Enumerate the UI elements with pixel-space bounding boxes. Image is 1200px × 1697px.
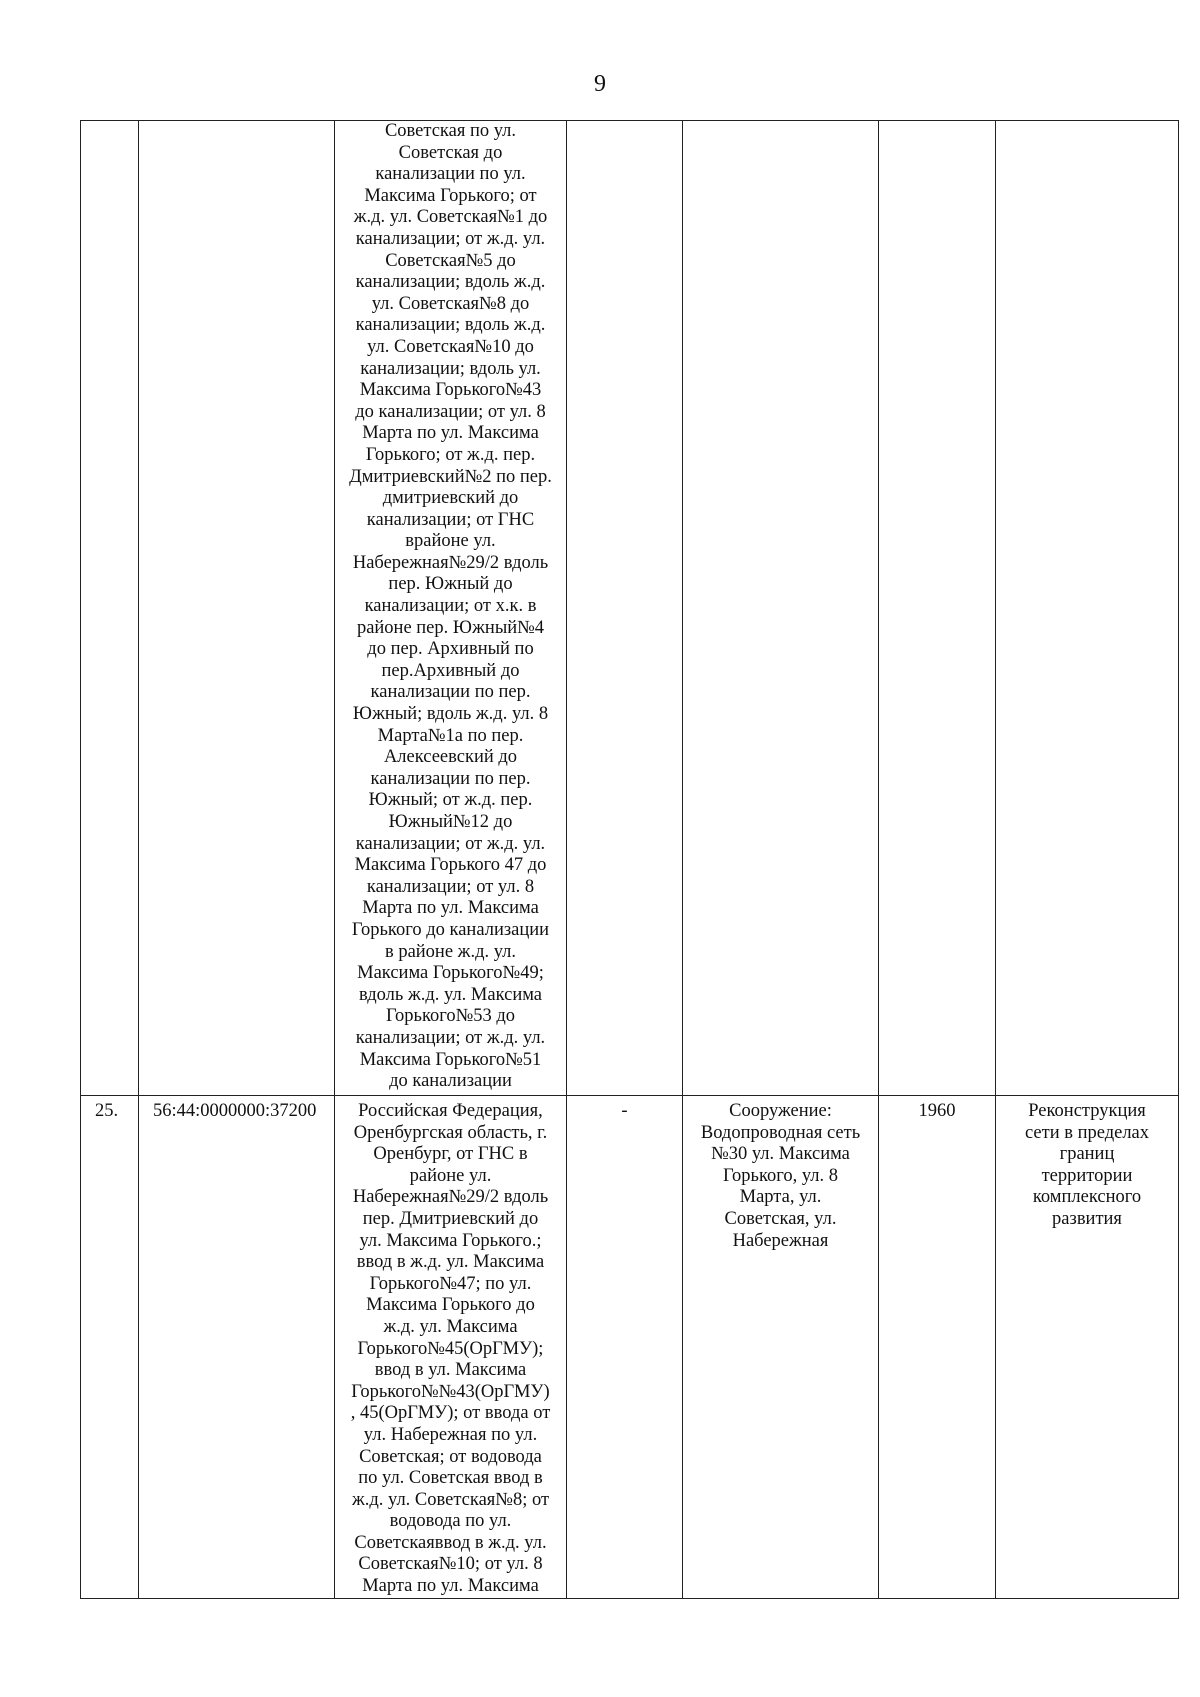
purpose-text: Реконструкция сети в пределах границ территории комплексного развития [1024,1101,1150,1229]
column-4-cell [567,1096,683,1599]
purpose-cell [996,1096,1179,1599]
address-text: Российская Федерация, Оренбургская область, г. Оренбург, от ГНС в районе ул. Набережная№29/2 вдоль пер. Дмитриевский до ул. Максима Горького.; ввод в ж.д. ул. Максима Горького№47; по ул. Максима Горького до ж.д. ул. Максима Горького№45(ОрГМУ); ввод в ул. Максима Горького№№43(ОрГМУ) , 45(ОрГМУ); от ввода от ул. Набережная по ул. Советская; от водовода по ул. Советская ввод в ж.д. ул. Советская№8; от водовода по ул. Советскаяввод в ж.д. ул. Советская№10; от ул. 8 Марта по ул. Максима [350,1101,551,1597]
object-name-cell [683,121,879,1096]
year-cell [879,121,996,1096]
cadastral-number-cell [139,1096,335,1599]
address-text: Советская по ул. Советская до канализации по ул. Максима Горького; от ж.д. ул. Советская№1 до канализации; от ж.д. ул. Советская№5 до канализации; вдоль ж.д. ул. Советская№8 до канализации; вдоль ж.д. ул. Советская№10 до канализации; вдоль ул. Максима Горького№43 до канализации; от ул. 8 Марта по ул. Максима Горького; от ж.д. пер. Дмитриевский№2 по пер. дмитриевский до канализации; от ГНС врайоне ул. Набережная№29/2 вдоль пер. Южный до канализации; от х.к. в районе пер. Южный№4 до пер. Архивный по пер.Архивный до канализации по пер. Южный; вдоль ж.д. ул. 8 Марта№1а по пер. Алексеевский до канализации по пер. Южный; от ж.д. пер. Южный№12 до канализации; от ж.д. ул. Максима Горького 47 до канализации; от ул. 8 Марта по ул. Максима Горького до канализации в районе ж.д. ул. Максима Горького№49; вдоль ж.д. ул. Максима Горького№53 до канализации; от ж.д. ул. Максима Горького№51 до канализации [349,121,552,1092]
row-number-cell [81,121,139,1096]
property-table [80,120,1179,1599]
address-cell [335,121,567,1096]
purpose-cell [996,121,1179,1096]
row-number: 25. [95,1101,119,1121]
cadastral-number: 56:44:0000000:37200 [153,1101,317,1121]
row-number-cell [81,1096,139,1599]
cadastral-number-cell [139,121,335,1096]
object-name-cell [683,1096,879,1599]
column-4-value: - [621,1101,628,1121]
year-cell [879,1096,996,1599]
page-number: 9 [594,71,606,97]
table-row [81,121,1179,1096]
table-row [81,1096,1179,1599]
object-name: Сооружение: Водопроводная сеть №30 ул. Максима Горького, ул. 8 Марта, ул. Советская, ул. Набережная [700,1101,861,1251]
year-value: 1960 [918,1101,956,1121]
column-4-cell [567,121,683,1096]
address-cell [335,1096,567,1599]
